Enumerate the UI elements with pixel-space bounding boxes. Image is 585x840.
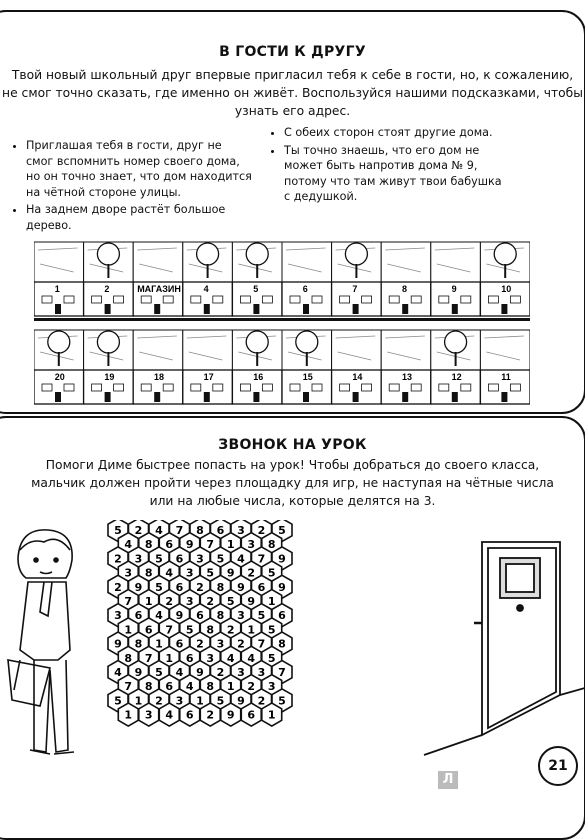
house-15	[282, 330, 332, 404]
house-5	[232, 242, 282, 316]
door-illustration	[424, 542, 585, 755]
hex-number: 5	[267, 566, 276, 580]
hex-maze	[108, 520, 292, 726]
hex-number: 3	[175, 694, 184, 708]
house-number: 7	[352, 284, 358, 294]
clue-item: • На заднем дворе растёт большое дерево.	[26, 202, 252, 233]
hex-number: 5	[206, 566, 215, 580]
hex-cell[interactable]	[159, 703, 179, 726]
house-12	[431, 330, 481, 404]
hex-number: 6	[185, 651, 194, 665]
hex-number: 5	[155, 580, 163, 594]
hex-number: 2	[155, 694, 163, 708]
house-16	[232, 330, 282, 404]
hex-number: 8	[134, 637, 143, 651]
hex-number: 8	[144, 566, 153, 580]
hex-number: 4	[114, 666, 122, 679]
hex-number: 6	[216, 524, 225, 537]
hex-number: 8	[216, 580, 225, 594]
house-number: 18	[154, 372, 165, 382]
hex-number: 6	[144, 623, 153, 637]
hex-number: 6	[196, 609, 204, 623]
maze-area	[0, 520, 585, 765]
hex-number: 2	[257, 694, 266, 708]
hex-number: 1	[196, 694, 204, 708]
hex-number: 7	[257, 637, 266, 651]
hex-number: 9	[114, 637, 122, 651]
hex-number: 5	[216, 694, 225, 708]
house-number: 6	[302, 284, 308, 294]
intro-line: или на любые числа, которые делятся на 3.	[149, 494, 436, 508]
house-2	[84, 242, 134, 316]
hex-number: 1	[124, 708, 133, 722]
house-number: 4	[203, 284, 209, 294]
hex-number: 1	[226, 680, 235, 694]
hex-number: 5	[267, 623, 276, 637]
hex-number: 8	[267, 538, 276, 552]
hex-number: 1	[155, 637, 163, 651]
hex-cell[interactable]	[241, 703, 261, 726]
hex-number: 6	[175, 637, 184, 651]
clue-item: • Ты точно знаешь, что его дом не может быть напротив дома № 9, потому что там живут твои бабушка с дедушкой.	[284, 143, 510, 205]
house-number: 14	[352, 372, 363, 382]
hex-number: 2	[237, 637, 245, 651]
house-number: МАГАЗИН	[137, 284, 181, 294]
hex-cell[interactable]	[139, 703, 159, 726]
house-11	[480, 330, 530, 404]
house-number: 12	[451, 372, 462, 382]
hex-number: 7	[175, 524, 184, 537]
street-map	[34, 238, 530, 418]
boy-illustration	[8, 530, 74, 754]
section1-intro	[0, 66, 585, 120]
hex-cell[interactable]	[262, 703, 282, 726]
hex-number: 5	[278, 694, 286, 708]
hex-number: 5	[267, 651, 276, 665]
hex-number: 2	[257, 524, 266, 537]
hex-number: 4	[175, 666, 184, 679]
hex-number: 3	[257, 666, 266, 679]
hex-number: 2	[216, 666, 225, 679]
hex-number: 2	[196, 580, 204, 594]
hex-number: 8	[216, 609, 225, 623]
house-9	[431, 242, 481, 316]
hex-number: 5	[257, 609, 266, 623]
hex-number: 3	[237, 524, 245, 537]
hex-number: 2	[196, 637, 204, 651]
hex-number: 1	[247, 623, 256, 637]
hex-number: 3	[237, 666, 245, 679]
street-bottom-row	[34, 330, 530, 404]
hex-number: 9	[237, 580, 245, 594]
clues-right	[270, 125, 510, 207]
house-1	[34, 242, 84, 316]
hex-number: 5	[185, 623, 194, 637]
hex-cell[interactable]	[180, 703, 200, 726]
hex-cell[interactable]	[221, 703, 241, 726]
hex-number: 4	[237, 552, 245, 566]
hex-number: 5	[114, 694, 122, 708]
hex-number: 1	[165, 651, 174, 665]
hex-number: 3	[196, 552, 204, 566]
hex-number: 6	[257, 580, 266, 594]
hex-number: 9	[226, 566, 235, 580]
hex-number: 7	[206, 538, 215, 552]
house-6	[282, 242, 332, 316]
hex-number: 2	[247, 566, 256, 580]
hex-number: 5	[216, 552, 225, 566]
clue-item: • Приглашая тебя в гости, друг не смог вспомнить номер своего дома, но он точно знает, что дом находится на чётной стороне улицы.	[26, 138, 252, 200]
hex-number: 3	[247, 538, 256, 552]
publisher-logo: Л	[438, 771, 458, 789]
hex-number: 2	[247, 680, 256, 694]
house-МАГАЗИН	[133, 242, 183, 316]
house-number: 1	[54, 284, 60, 294]
intro-line: Твой новый школьный друг впервые пригласил тебя к себе в гости, но, к сожалению,	[11, 68, 574, 82]
house-number: 16	[253, 372, 264, 382]
hex-number: 2	[134, 524, 143, 537]
hex-number: 3	[114, 609, 122, 623]
hex-number: 2	[206, 595, 215, 608]
house-number: 19	[104, 372, 115, 382]
hex-number: 5	[155, 552, 163, 566]
section2-intro	[0, 456, 585, 510]
hex-number: 3	[237, 609, 245, 623]
house-17	[183, 330, 233, 404]
hex-number: 6	[165, 680, 174, 694]
hex-number: 7	[144, 651, 153, 665]
house-number: 15	[302, 372, 313, 382]
hex-number: 3	[185, 566, 194, 580]
intro-line: узнать его адрес.	[234, 104, 351, 118]
street-top-row	[34, 242, 530, 340]
hex-number: 4	[165, 708, 174, 722]
hex-number: 8	[196, 524, 204, 537]
hex-number: 8	[206, 680, 215, 694]
intro-line: мальчик должен пройти через площадку для игр, не наступая на чётные числа	[31, 476, 554, 490]
house-number: 8	[402, 284, 408, 294]
hex-number: 9	[175, 609, 184, 623]
hex-number: 2	[226, 623, 235, 637]
hex-cell[interactable]	[200, 703, 220, 726]
house-8	[381, 242, 431, 316]
hex-number: 7	[165, 623, 174, 637]
hex-number: 1	[267, 708, 276, 722]
section2-title: ЗВОНОК НА УРОК	[218, 437, 367, 453]
house-18	[133, 330, 183, 404]
hex-number: 9	[185, 538, 194, 552]
hex-number: 6	[175, 580, 184, 594]
hex-number: 6	[278, 609, 286, 623]
hex-number: 3	[206, 651, 215, 665]
hex-number: 2	[165, 595, 174, 608]
hex-number: 3	[267, 680, 276, 694]
hex-number: 3	[216, 637, 225, 651]
clues-left	[12, 138, 252, 235]
hex-number: 3	[134, 552, 143, 566]
house-7	[332, 242, 382, 316]
hex-number: 9	[134, 666, 143, 679]
hex-number: 7	[278, 666, 286, 679]
hex-number: 1	[124, 623, 133, 637]
hex-number: 2	[114, 580, 122, 594]
house-number: 13	[402, 372, 413, 382]
hex-number: 1	[134, 694, 143, 708]
house-number: 2	[104, 284, 110, 294]
hex-number: 8	[124, 651, 133, 665]
hex-number: 7	[257, 552, 266, 566]
hex-number: 8	[278, 637, 286, 651]
hex-number: 1	[144, 595, 153, 608]
hex-number: 5	[226, 595, 235, 608]
hex-number: 7	[124, 595, 133, 608]
hex-number: 6	[247, 708, 256, 722]
house-13	[381, 330, 431, 404]
intro-line: не смог точно сказать, где именно он живёт. Воспользуйся нашими подсказками, чтобы	[2, 86, 583, 100]
hex-number: 5	[155, 666, 163, 679]
hex-number: 9	[278, 552, 286, 566]
hex-number: 7	[124, 680, 133, 694]
house-number: 20	[54, 372, 65, 382]
hex-number: 6	[185, 708, 194, 722]
hex-number: 2	[114, 552, 122, 566]
hex-number: 2	[206, 708, 215, 722]
house-number: 5	[253, 284, 259, 294]
section1-title: В ГОСТИ К ДРУГУ	[219, 44, 366, 60]
house-14	[332, 330, 382, 404]
hex-number: 9	[134, 580, 143, 594]
hex-number: 1	[267, 595, 276, 608]
hex-number: 3	[144, 708, 153, 722]
clue-item: • С обеих сторон стоят другие дома.	[284, 125, 510, 141]
house-4	[183, 242, 233, 316]
hex-number: 3	[124, 566, 133, 580]
hex-number: 4	[247, 651, 256, 665]
page-number-badge: 21	[538, 746, 578, 786]
intro-line: Помоги Диме быстрее попасть на урок! Чтобы добраться до своего класса,	[45, 458, 540, 472]
hex-number: 6	[165, 538, 174, 552]
hex-number: 4	[165, 566, 174, 580]
hex-number: 9	[196, 666, 204, 679]
hex-number: 4	[124, 538, 133, 552]
hex-number: 4	[226, 651, 235, 665]
hex-number: 8	[144, 680, 153, 694]
hex-number: 9	[226, 708, 235, 722]
house-number: 17	[203, 372, 214, 382]
hex-number: 3	[185, 595, 194, 608]
hex-number: 9	[278, 580, 286, 594]
hex-number: 6	[134, 609, 143, 623]
house-10	[480, 242, 530, 316]
hex-number: 4	[185, 680, 194, 694]
hex-number: 9	[247, 595, 256, 608]
hex-number: 4	[155, 609, 163, 623]
hex-number: 5	[114, 524, 122, 537]
hex-number: 8	[144, 538, 153, 552]
hex-number: 8	[206, 623, 215, 637]
house-19	[84, 330, 134, 404]
hex-cell[interactable]	[118, 703, 138, 726]
hex-number: 9	[237, 694, 245, 708]
hex-number: 5	[278, 524, 286, 537]
house-20	[34, 330, 84, 404]
house-number: 11	[501, 372, 511, 382]
hex-number: 6	[175, 552, 184, 566]
hex-number: 1	[226, 538, 235, 552]
house-number: 10	[501, 284, 512, 294]
hex-number: 4	[155, 524, 163, 537]
house-number: 9	[451, 284, 457, 294]
